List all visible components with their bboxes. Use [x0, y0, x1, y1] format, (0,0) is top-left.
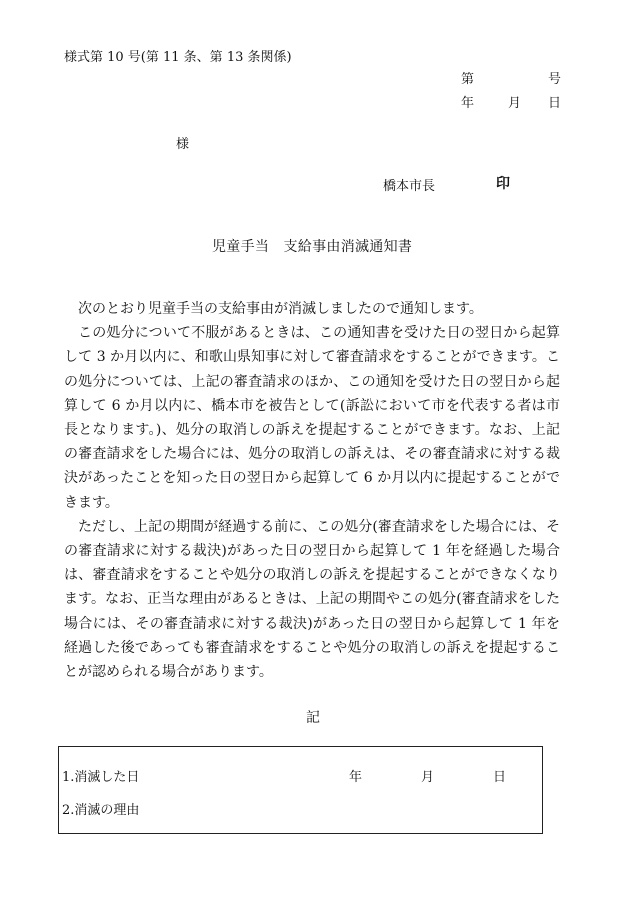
doc-number-prefix: 第: [461, 72, 475, 87]
issue-date-day: 日: [548, 96, 562, 111]
doc-number-suffix: 号: [548, 72, 562, 87]
body-paragraph: 次のとおり児童手当の支給事由が消滅しましたので通知します。: [78, 301, 483, 317]
extinguished-reason-label: 2.消滅の理由: [62, 803, 140, 818]
body-paragraph: この処分について不服があるときは、この通知書を受けた日の翌日から起算して 3 か月以内に、和歌山県知事に対して審査請求をすることができます。この処分については、上記の審査請求のほか、この通知を受けた日の翌日から起算して 6 か月以内に、橋本市を被告として(訴訟において市を代表する者は市長となります。)、処分の取消しの訴えを提起することができます。なお、上記の審査請求をした場合には、処分の取消しの訴えは、その審査請求に対する裁決があったことを知った日の翌日から起算して 6 か月以内に提起することができます。: [64, 325, 560, 511]
details-box: [58, 746, 543, 834]
body-paragraph: ただし、上記の期間が経過する前に、この処分(審査請求をした場合には、その審査請求に対する裁決)があった日の翌日から起算して 1 年を経過した場合は、審査請求をすることや処分の取消しの訴えを提起することができなくなります。なお、正当な理由があるときは、上記の期間やこの処分(審査請求をした場合には、その審査請求に対する裁決)があった日の翌日から起算して 1 年を経過した後であっても審査請求をすることや処分の取消しの訴えを提起することが認められる場合があります。: [64, 518, 560, 681]
form-number: 様式第 10 号(第 11 条、第 13 条関係): [64, 50, 292, 65]
seal-mark: 印: [496, 176, 510, 192]
extinguished-date-day: 日: [493, 770, 507, 785]
sender-name: 橋本市長: [383, 179, 436, 194]
document-title: 児童手当 支給事由消滅通知書: [212, 239, 413, 255]
ki-heading: 記: [306, 710, 320, 726]
addressee-suffix: 様: [176, 137, 190, 152]
extinguished-date-label: 1.消滅した日: [62, 770, 140, 785]
extinguished-date-year: 年: [349, 770, 363, 785]
issue-date-month: 月: [508, 96, 522, 111]
extinguished-date-month: 月: [421, 770, 435, 785]
notice-body: [64, 297, 560, 684]
issue-date-year: 年: [461, 96, 475, 111]
